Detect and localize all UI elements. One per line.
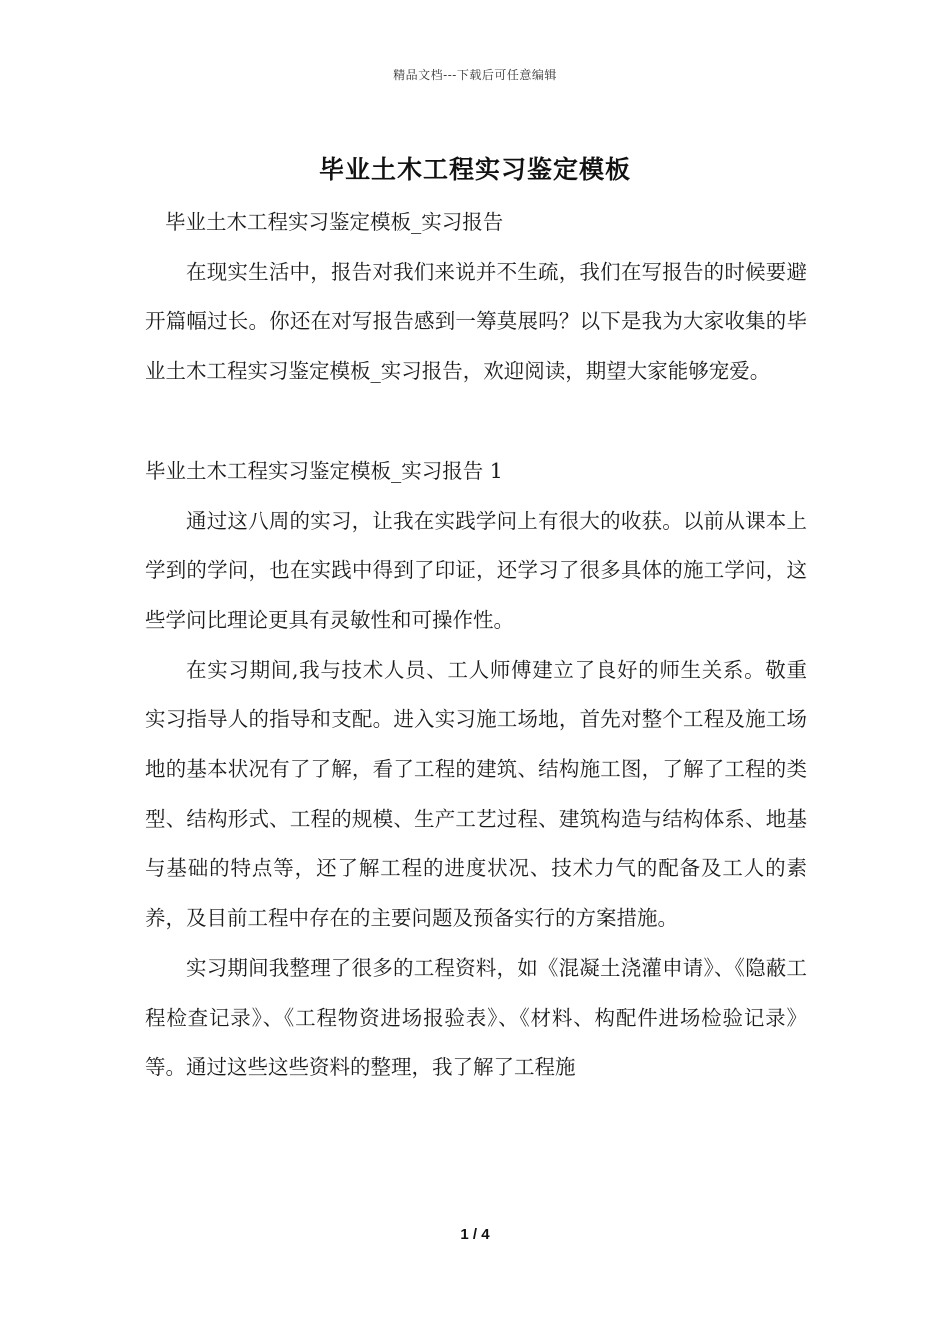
intro-paragraph: 在现实生活中，报告对我们来说并不生疏，我们在写报告的时候要避开篇幅过长。你还在对写报告感到一筹莫展吗？以下是我为大家收集的毕业土木工程实习鉴定模板_实习报告，欢迎阅读，期望大家能够宠爱。: [145, 259, 807, 384]
page-header: 精品文档---下载后可任意编辑: [393, 68, 557, 82]
document-title: 毕业土木工程实习鉴定模板: [318, 155, 631, 184]
page-number: 1 / 4: [460, 1226, 490, 1243]
paragraph-spacer: [145, 397, 807, 447]
body-paragraph: 在实习期间,我与技术人员、工人师傅建立了良好的师生关系。敬重实习指导人的指导和支配。进入实习施工场地，首先对整个工程及施工场地的基本状况有了了解，看了工程的建筑、结构施工图，了解了工程的类型、结构形式、工程的规模、生产工艺过程、建筑构造与结构体系、地基与基础的特点等，还了解工程的进度状况、技术力气的配备及工人的素养，及目前工程中存在的主要问题及预备实行的方案措施。: [145, 657, 807, 931]
body-paragraph: 实习期间我整理了很多的工程资料，如《混凝土浇灌申请》、《隐蔽工程检查记录》、《工程物资进场报验表》、《材料、构配件进场检验记录》等。通过这些这些资料的整理，我了解了工程施: [145, 955, 807, 1080]
document-body: [145, 198, 807, 1093]
document-subtitle: 毕业土木工程实习鉴定模板_实习报告: [165, 210, 504, 234]
section-heading: 毕业土木工程实习鉴定模板_实习报告 1: [145, 458, 503, 483]
body-paragraph: 通过这八周的实习，让我在实践学问上有很大的收获。以前从课本上学到的学问，也在实践中得到了印证，还学习了很多具体的施工学问，这些学问比理论更具有灵敏性和可操作性。: [145, 508, 807, 632]
